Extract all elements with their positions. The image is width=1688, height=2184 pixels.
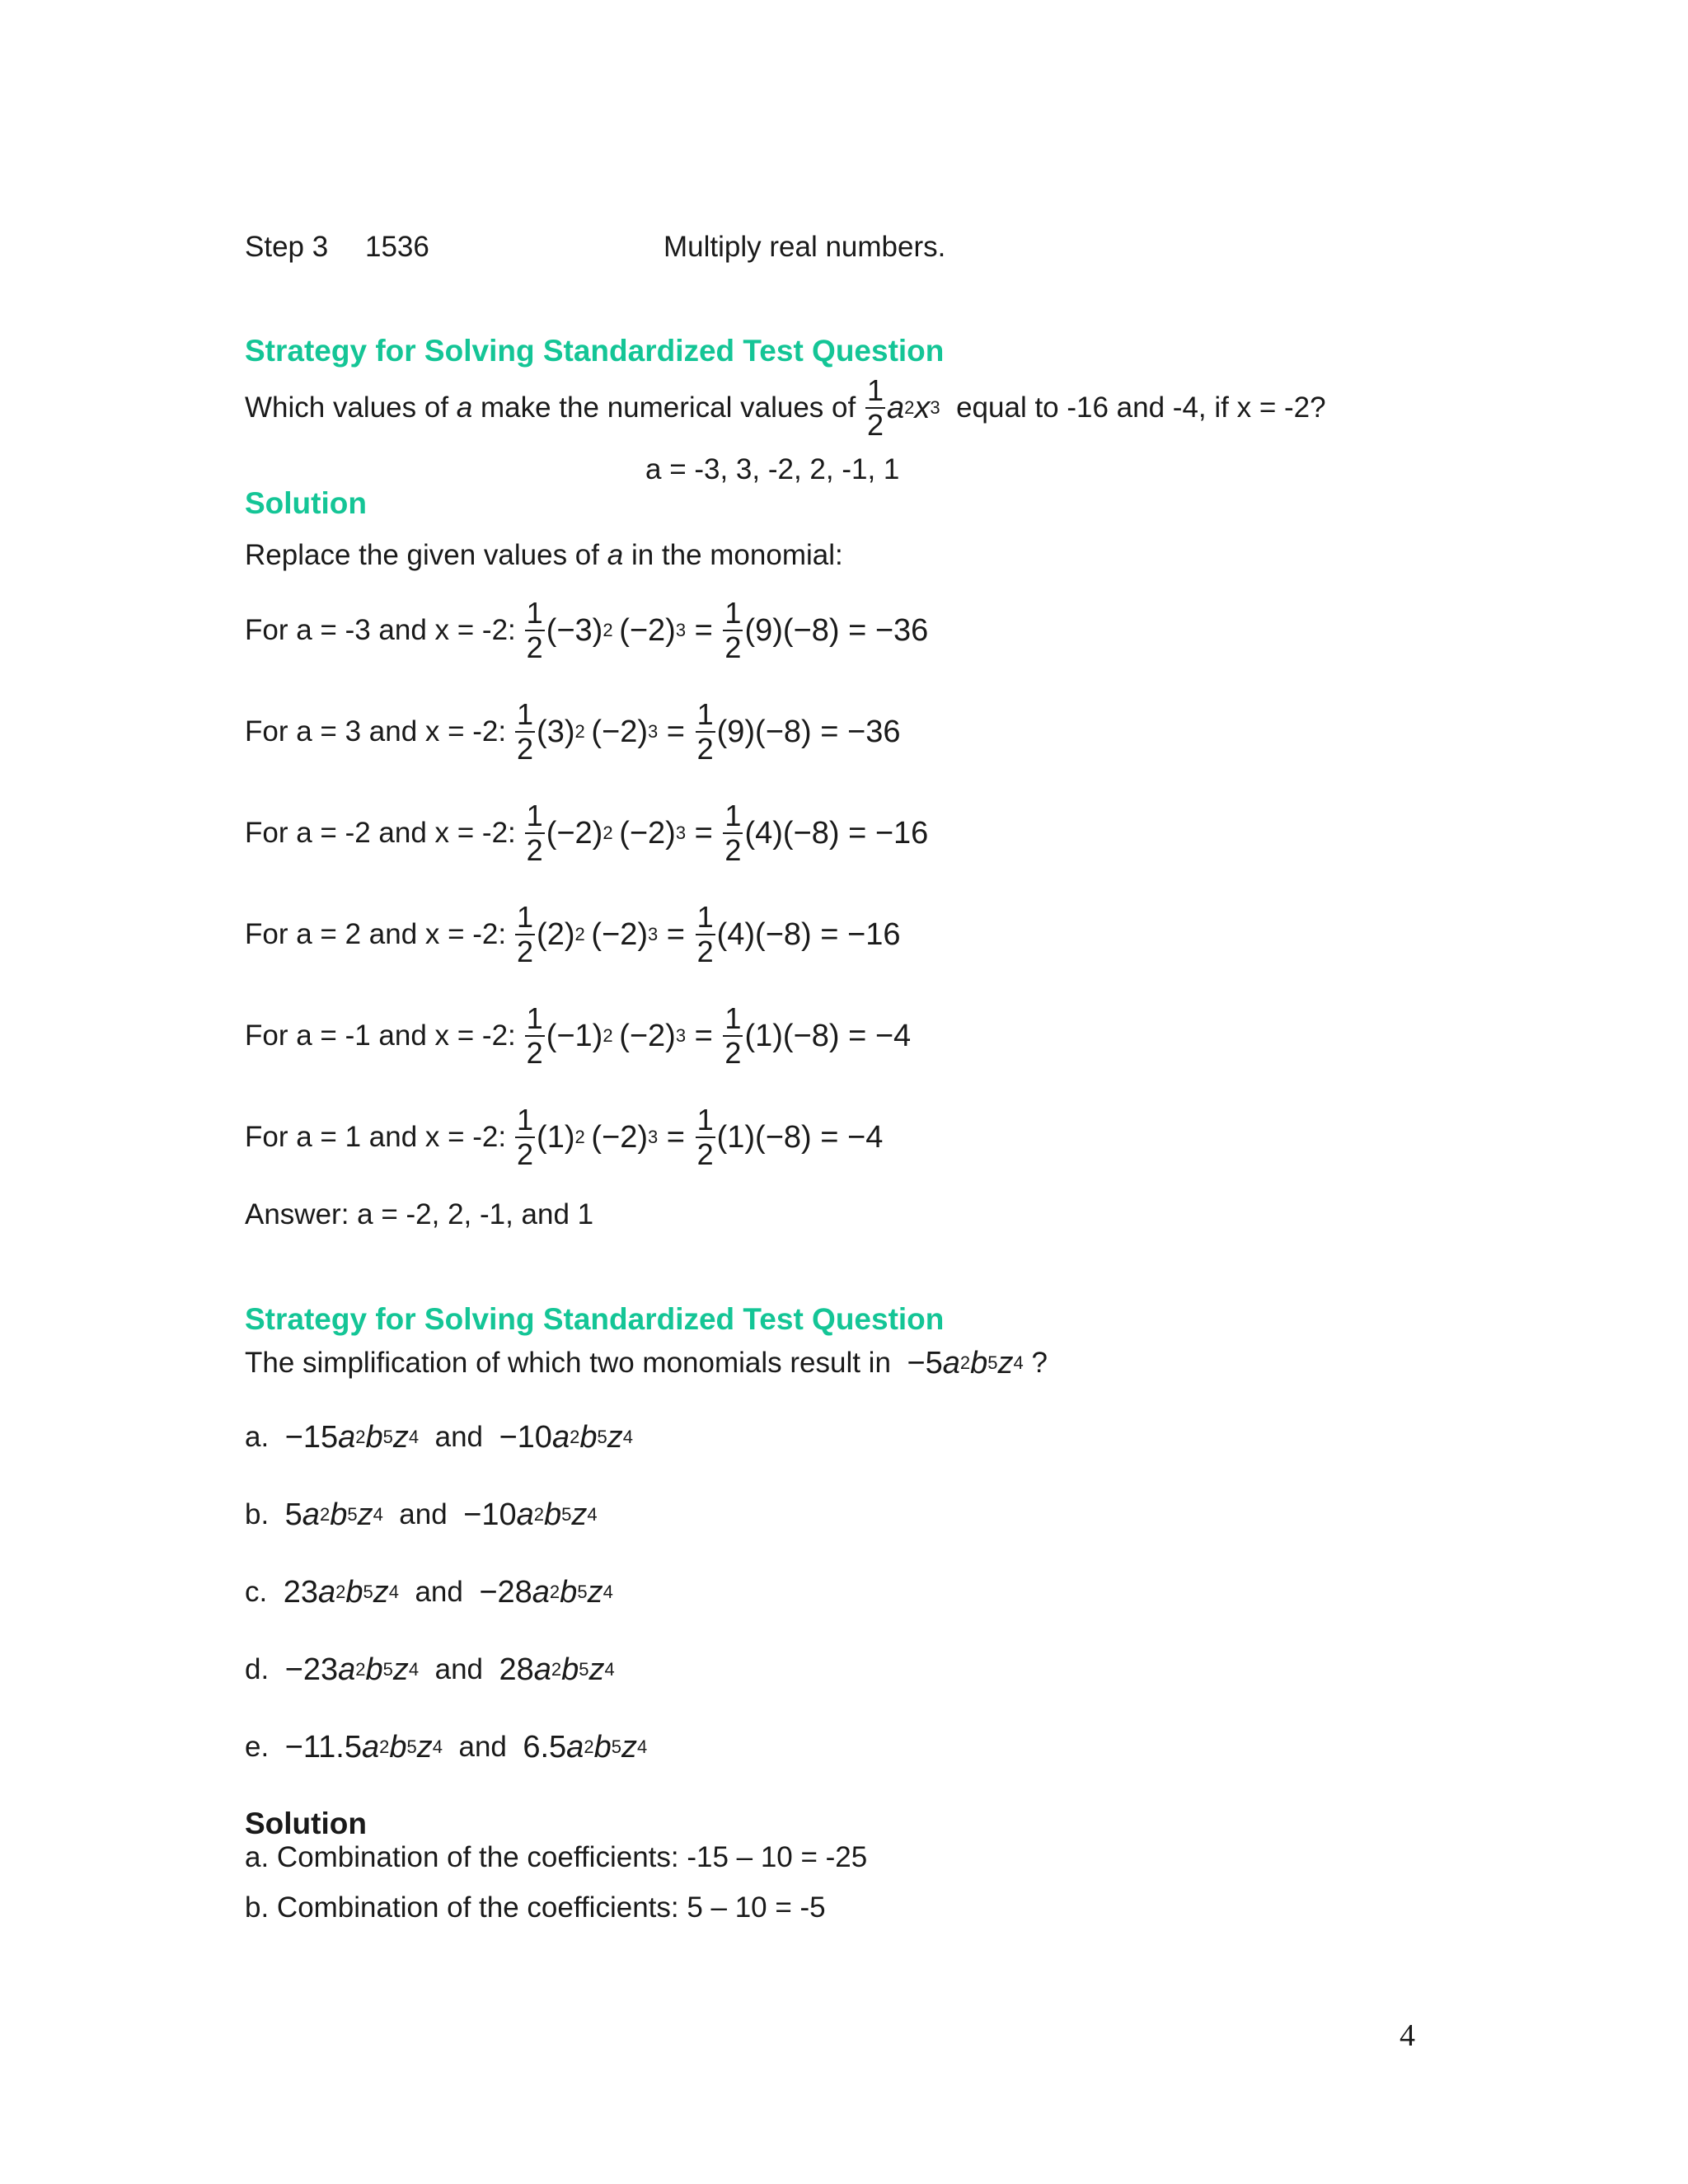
option-letter: a.: [245, 1421, 270, 1453]
q1-row: [245, 691, 900, 773]
q2-solution-a: a. Combination of the coefficients: -15 – 10 = -25: [245, 1841, 868, 1873]
half-fraction: $\frac{1}{2}$: [517, 900, 534, 968]
q2-heading: Strategy for Solving Standardized Test Question: [245, 1302, 945, 1336]
q1-row-rhs: ( 9 )(−8) = −36: [744, 612, 929, 648]
q1-row-lhs: (−1) 2 (−2) 3 =: [546, 1018, 722, 1053]
half-fraction: $\frac{1}{2}$: [517, 1103, 534, 1171]
q1-row-lhs: (3) 2 (−2) 3 =: [537, 714, 694, 749]
option-monomial-1: 23 a 2 b 5 z 4: [283, 1575, 399, 1610]
half-fraction: $\frac{1}{2}$: [696, 900, 714, 968]
q1-row-label: For a = 1 and x = -2:: [245, 1121, 507, 1153]
q1-heading: Strategy for Solving Standardized Test Question: [245, 334, 945, 368]
q1-row-label: For a = -2 and x = -2:: [245, 817, 516, 849]
q1-row-rhs: ( 1 )(−8) = −4: [744, 1018, 912, 1053]
q1-question-pre: Which values of: [245, 391, 449, 424]
q1-row-label: For a = -3 and x = -2:: [245, 614, 516, 646]
option-monomial-2: −28 a 2 b 5 z 4: [479, 1575, 613, 1610]
q1-row-lhs: (2) 2 (−2) 3 =: [537, 916, 694, 952]
half-fraction: $\frac{1}{2}$: [526, 1001, 543, 1070]
q2-option-b: [245, 1497, 598, 1533]
option-monomial-2: 28 a 2 b 5 z 4: [499, 1652, 615, 1687]
q1-row-label: For a = 3 and x = -2:: [245, 715, 507, 748]
q1-row-label: For a = -1 and x = -2:: [245, 1019, 516, 1052]
q1-question-post: equal to -16 and -4, if x = -2?: [956, 391, 1326, 424]
q1-row: [245, 995, 911, 1077]
step-note: Multiply real numbers.: [663, 231, 946, 263]
q2-question-text: The simplification of which two monomials result in: [245, 1347, 891, 1379]
q1-row: [245, 1096, 883, 1179]
q1-answer: Answer: a = -2, 2, -1, and 1: [245, 1198, 594, 1230]
half-fraction: $\frac{1}{2}$: [517, 697, 534, 766]
q1-choices: a = -3, 3, -2, 2, -1, 1: [645, 453, 900, 485]
half-fraction: $\frac{1}{2}$: [696, 1103, 714, 1171]
half-fraction: $\frac{1}{2}$: [724, 596, 742, 664]
option-letter: c.: [245, 1576, 268, 1608]
option-and: and: [458, 1731, 507, 1763]
q1-row: [245, 792, 928, 874]
q1-row: [245, 589, 928, 672]
q1-row-rhs: ( 1 )(−8) = −4: [716, 1119, 884, 1155]
q1-solution-heading: Solution: [245, 486, 367, 520]
q1-question: [245, 371, 1326, 445]
q2-question: [245, 1345, 1048, 1381]
q2-option-e: [245, 1729, 647, 1765]
page-number: 4: [1400, 2018, 1415, 2053]
q2-target-coef: −5: [907, 1346, 943, 1380]
q1-row-lhs: (−2) 2 (−2) 3 =: [546, 815, 722, 851]
option-monomial-2: 6.5 a 2 b 5 z 4: [523, 1730, 648, 1765]
q1-expr-den: 2: [866, 408, 884, 442]
q1-row-rhs: ( 4 )(−8) = −16: [716, 916, 901, 952]
option-monomial-1: −15 a 2 b 5 z 4: [284, 1420, 420, 1455]
option-and: and: [434, 1421, 484, 1453]
q1-replace-text: [245, 537, 843, 574]
option-and: and: [434, 1653, 484, 1685]
q1-replace-pre: Replace the given values of: [245, 539, 599, 571]
step-value: 1536: [365, 231, 429, 263]
q1-row-label: For a = 2 and x = -2:: [245, 918, 507, 950]
q2-target-monomial: −5 a 2 b 5 z 4: [907, 1346, 1024, 1380]
q1-expr-monomial: a 2 x 3: [887, 391, 940, 425]
half-fraction: $\frac{1}{2}$: [526, 596, 543, 664]
q1-row-lhs: (−3) 2 (−2) 3 =: [546, 612, 722, 648]
q2-option-a: [245, 1419, 633, 1455]
option-letter: b.: [245, 1498, 270, 1530]
q2-question-end: ?: [1031, 1347, 1048, 1379]
option-and: and: [415, 1576, 463, 1608]
q1-replace-var: a: [607, 539, 624, 571]
option-monomial-1: 5 a 2 b 5 z 4: [284, 1497, 383, 1532]
option-monomial-1: −11.5 a 2 b 5 z 4: [284, 1730, 443, 1765]
half-fraction: $\frac{1}{2}$: [526, 799, 543, 867]
half-fraction: $\frac{1}{2}$: [696, 697, 714, 766]
option-monomial-2: −10 a 2 b 5 z 4: [499, 1420, 633, 1455]
q1-replace-post: in the monomial:: [631, 539, 843, 571]
q1-row: [245, 893, 900, 976]
q2-solution-b: b. Combination of the coefficients: 5 – 10 = -5: [245, 1891, 826, 1924]
q1-row-rhs: ( 9 )(−8) = −36: [716, 714, 901, 749]
q1-question-var: a: [456, 391, 473, 424]
option-monomial-2: −10 a 2 b 5 z 4: [463, 1497, 598, 1532]
option-monomial-1: −23 a 2 b 5 z 4: [284, 1652, 420, 1687]
option-letter: e.: [245, 1731, 270, 1763]
q2-option-d: [245, 1652, 615, 1688]
q1-expr-fraction: [865, 374, 885, 442]
q1-question-mid: make the numerical values of: [481, 391, 856, 424]
q2-solution-heading: Solution: [245, 1807, 367, 1840]
option-and: and: [399, 1498, 448, 1530]
option-letter: d.: [245, 1653, 270, 1685]
q1-row-rhs: ( 4 )(−8) = −16: [744, 815, 929, 851]
q1-expr-num: 1: [866, 373, 884, 407]
half-fraction: $\frac{1}{2}$: [724, 1001, 742, 1070]
q1-row-lhs: (1) 2 (−2) 3 =: [537, 1119, 694, 1155]
q2-option-c: [245, 1574, 613, 1610]
step-label: Step 3: [245, 231, 329, 263]
half-fraction: $\frac{1}{2}$: [724, 799, 742, 867]
